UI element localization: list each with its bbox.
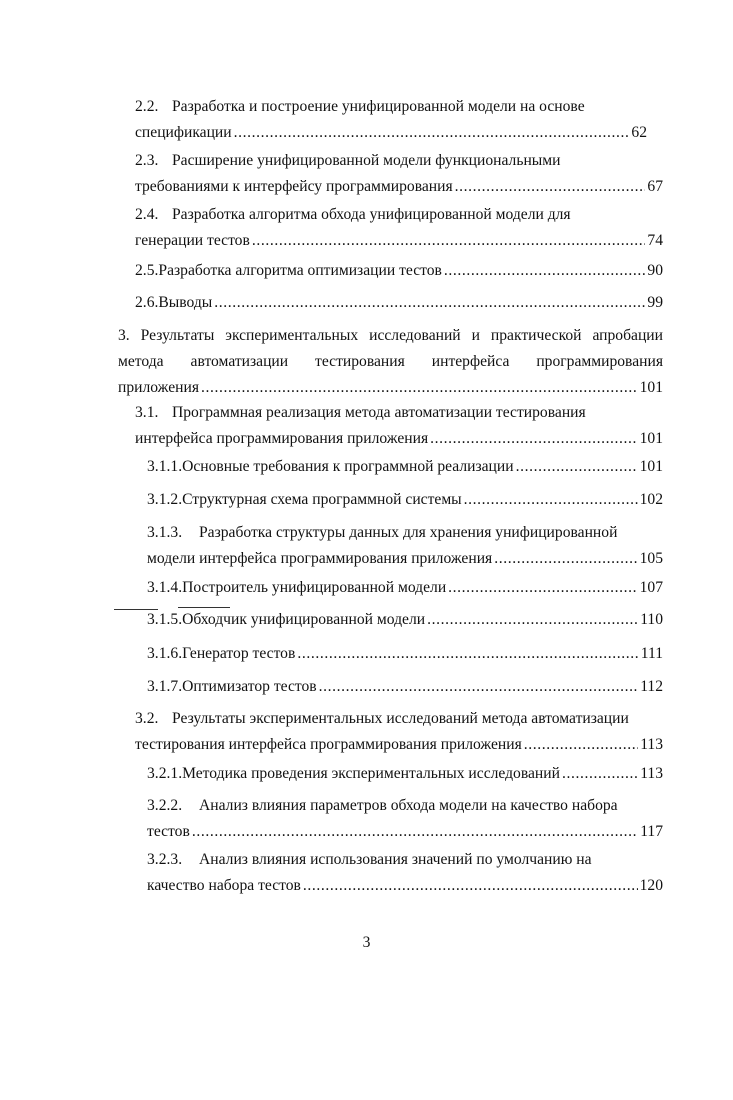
dot-leader: [303, 873, 638, 899]
dot-leader: [455, 174, 646, 200]
toc-entry-3-1-3: [147, 520, 663, 572]
dot-leader: [448, 575, 637, 601]
dot-leader: [494, 546, 637, 572]
toc-number: 3.1.: [135, 404, 159, 421]
toc-title-line2: генерации тестов: [135, 232, 250, 249]
toc-title: Основные требования к программной реализации: [182, 458, 514, 475]
dot-leader: [444, 258, 646, 284]
toc-entry-2-6: [135, 290, 663, 316]
toc-title: Обходчик унифицированной модели: [182, 611, 426, 628]
toc-page: 120: [639, 877, 663, 894]
toc-title-line1: Разработка алгоритма обхода унифицированной модели для: [172, 206, 571, 223]
toc-entry-3-1-1: [147, 454, 663, 480]
dot-leader: [430, 426, 637, 452]
dot-leader: [201, 375, 638, 401]
toc-entry-2-2: [135, 94, 647, 146]
toc-page: 110: [640, 611, 663, 628]
toc-page: 113: [640, 736, 663, 753]
toc-page: 99: [647, 294, 663, 311]
toc-title-line2: требованиями к интерфейсу программирования: [135, 178, 453, 195]
toc-number: 2.6.: [135, 294, 159, 311]
toc-title: Методика проведения экспериментальных исследований: [182, 765, 560, 782]
toc-page: 62: [631, 124, 647, 141]
toc-number: 2.4.: [135, 206, 159, 223]
toc-page: 74: [647, 232, 663, 249]
toc-page: 90: [647, 262, 663, 279]
toc-title-line1: Анализ влияния параметров обхода модели на качество набора: [199, 797, 618, 814]
toc-page: 111: [640, 645, 663, 662]
dot-leader: [214, 290, 645, 316]
toc-title-line2: тестирования интерфейса программирования приложения: [135, 736, 522, 753]
toc-title: Построитель унифицированной модели: [182, 579, 447, 596]
toc-title-line2: спецификации: [135, 124, 232, 141]
toc-page: 101: [639, 458, 663, 475]
toc-entry-3-1-4: [147, 575, 663, 601]
page-number: 3: [362, 934, 371, 951]
toc-number: 3.1.6.: [147, 645, 183, 662]
toc-title-line1: Расширение унифицированной модели функциональными: [172, 152, 561, 169]
toc-title-line2: интерфейса программирования приложения: [135, 430, 429, 447]
toc-number: 3.2.: [135, 710, 159, 727]
toc-number: 3.1.1.: [147, 458, 183, 475]
dot-leader: [427, 607, 638, 633]
toc-title: Разработка алгоритма оптимизации тестов: [158, 262, 442, 279]
toc-title: Генератор тестов: [182, 645, 296, 662]
toc-page: 101: [639, 379, 663, 396]
toc-title-line1: Разработка структуры данных для хранения унифицированной: [199, 524, 618, 541]
dot-leader: [562, 761, 638, 787]
toc-number: 2.2.: [135, 98, 159, 115]
toc-page: 112: [640, 678, 663, 695]
toc-number: 3.1.5.: [147, 611, 183, 628]
toc-title-line1: Результаты экспериментальных исследований метода автоматизации: [172, 710, 629, 727]
toc-title: Оптимизатор тестов: [182, 678, 317, 695]
dot-leader: [297, 641, 638, 667]
dot-leader: [234, 120, 630, 146]
toc-title-line2: метода автоматизации тестирования интерфейса программирования: [118, 353, 663, 370]
toc-number: 2.3.: [135, 152, 159, 169]
toc-title-line1: Результаты экспериментальных исследований и практической апробации: [140, 327, 663, 344]
toc-entry-3-1-6: [147, 641, 663, 667]
toc-page: 117: [640, 823, 663, 840]
toc-entry-3-2-3: [147, 847, 663, 899]
dot-leader: [252, 228, 646, 254]
toc-title: Структурная схема программной системы: [182, 491, 462, 508]
dot-leader: [192, 819, 638, 845]
toc-number: 3.1.3.: [147, 524, 183, 541]
toc-entry-3-2-1: [147, 761, 663, 787]
toc-entry-2-3: [135, 148, 663, 200]
toc-number: 3.2.2.: [147, 797, 183, 814]
toc-number: 3.2.1.: [147, 765, 183, 782]
toc-number: 3.1.4.: [147, 579, 183, 596]
toc-entry-3-1-2: [147, 487, 663, 513]
toc-title-line2: тестов: [147, 823, 190, 840]
toc-title-line1: Разработка и построение унифицированной модели на основе: [172, 98, 585, 115]
toc-title-line3: приложения: [118, 379, 200, 396]
toc-title-line2: модели интерфейса программирования приложения: [147, 550, 493, 567]
toc-entry-3-1-5: [147, 607, 663, 633]
toc-page: 107: [639, 579, 663, 596]
toc-number: 2.5.: [135, 262, 159, 279]
toc-title-line1: Анализ влияния использования значений по умолчанию на: [199, 851, 592, 868]
toc-number: 3.1.7.: [147, 678, 183, 695]
toc-number: 3.: [118, 327, 130, 344]
toc-entry-3-1: [135, 400, 663, 452]
toc-entry-2-5: [135, 258, 663, 284]
dot-leader: [319, 674, 639, 700]
dot-leader: [524, 732, 638, 758]
toc-title-line2: качество набора тестов: [147, 877, 301, 894]
toc-entry-2-4: [135, 202, 663, 254]
toc-title: Выводы: [158, 294, 213, 311]
toc-title-line1: Программная реализация метода автоматизации тестирования: [172, 404, 586, 421]
toc-entry-3-1-7: [147, 674, 663, 700]
toc-page: 102: [639, 491, 663, 508]
toc-page: 105: [639, 550, 663, 567]
toc-entry-3: [118, 323, 663, 401]
toc-page: 101: [639, 430, 663, 447]
toc-entry-3-2: [135, 706, 663, 758]
toc-page: 67: [647, 178, 663, 195]
toc-number: 3.2.3.: [147, 851, 183, 868]
toc-number: 3.1.2.: [147, 491, 183, 508]
dot-leader: [464, 487, 638, 513]
toc-page: 113: [640, 765, 663, 782]
dot-leader: [516, 454, 638, 480]
toc-entry-3-2-2: [147, 793, 663, 845]
